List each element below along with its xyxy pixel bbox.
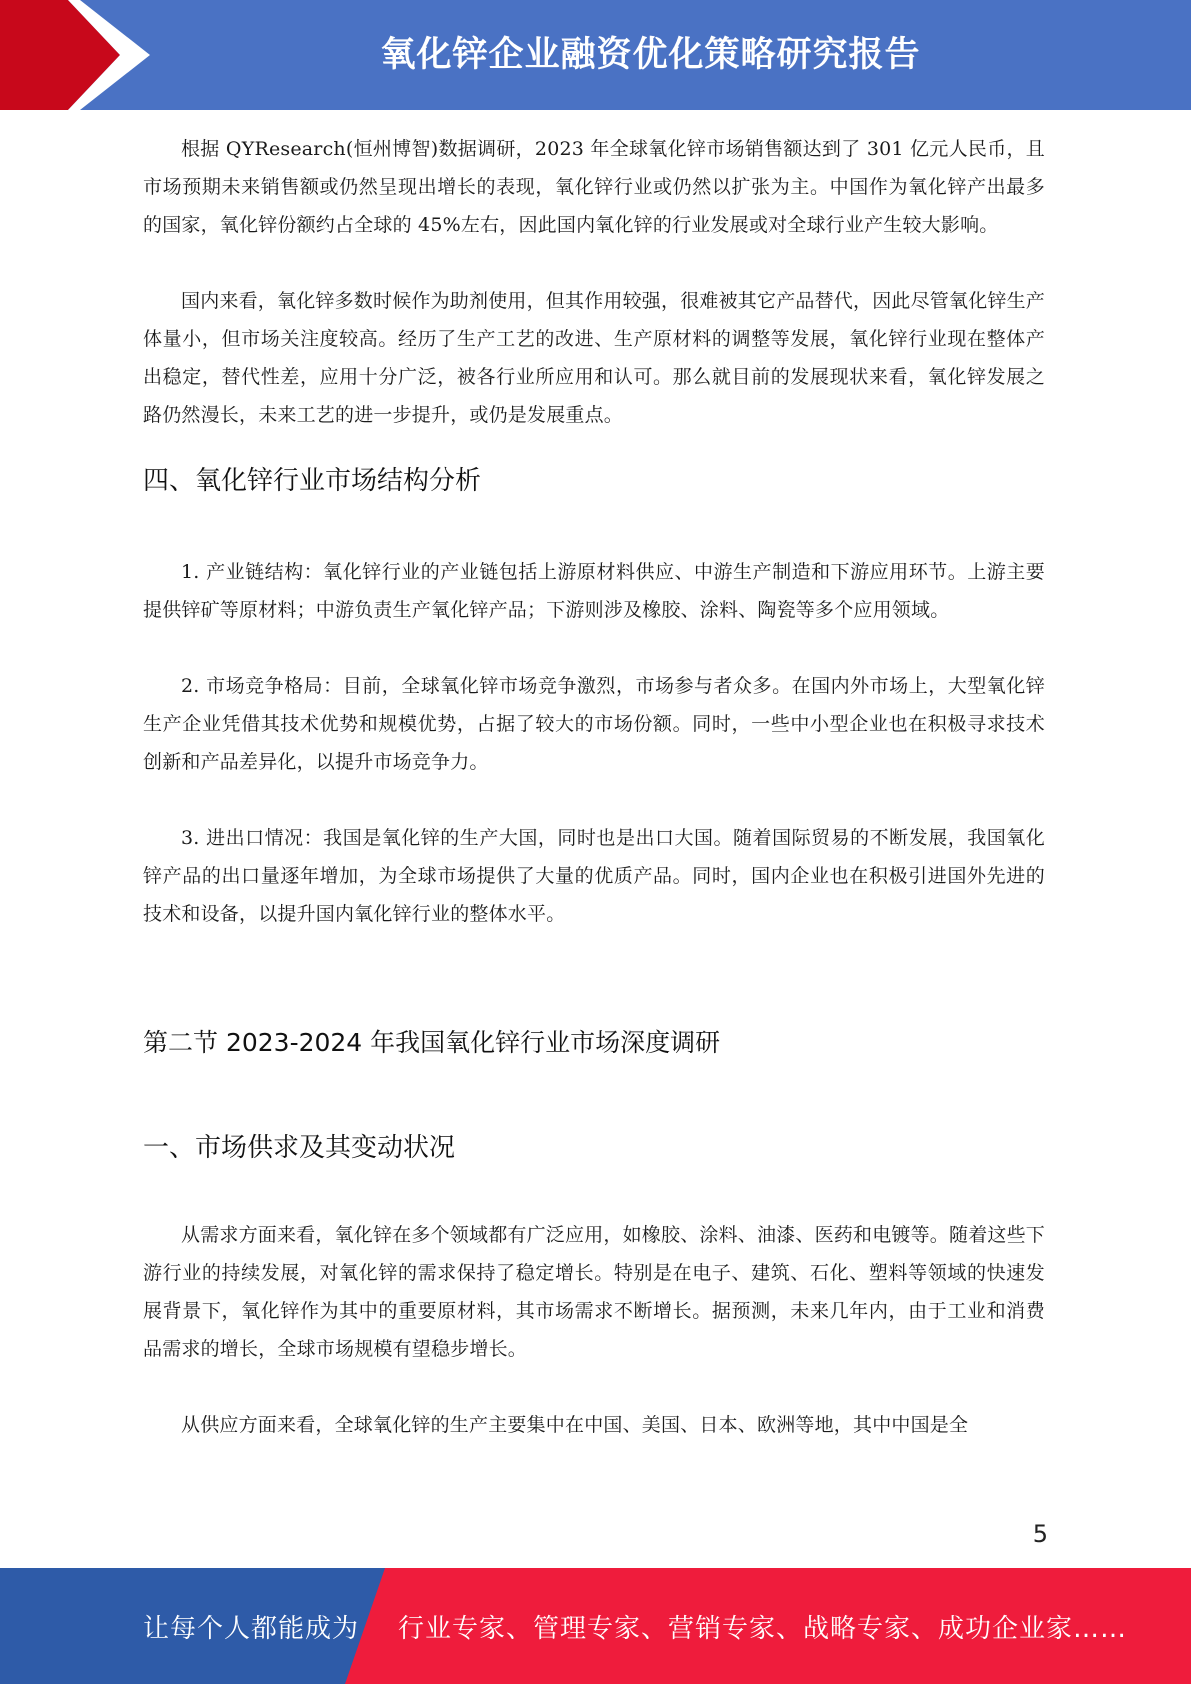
list-paragraph: 2. 市场竞争格局：目前，全球氧化锌市场竞争激烈，市场参与者众多。在国内外市场上，大型氧化锌生产企业凭借其技术优势和规模优势，占据了较大的市场份额。同时，一些中小型企业也在积极寻求技术创新和产品差异化，以提升市场竞争力。 [143,675,1045,773]
header-band [0,0,1191,110]
section-heading: 一、市场供求及其变动状况 [143,1133,456,1163]
chapter-heading: 第二节 2023-2024 年我国氧化锌行业市场深度调研 [143,1028,721,1057]
footer-slogan-left: 让每个人都能成为 [143,1613,360,1644]
document-title: 氧化锌企业融资优化策略研究报告 [380,35,921,75]
section-heading: 四、氧化锌行业市场结构分析 [143,466,482,496]
header-arrow-decoration [0,0,150,110]
list-paragraph: 3. 进出口情况：我国是氧化锌的生产大国，同时也是出口大国。随着国际贸易的不断发展，我国氧化锌产品的出口量逐年增加，为全球市场提供了大量的优质产品。同时，国内企业也在积极引进国外先进的技术和设备，以提升国内氧化锌行业的整体水平。 [143,827,1045,925]
paragraph: 国内来看，氧化锌多数时候作为助剂使用，但其作用较强，很难被其它产品替代，因此尽管氧化锌生产体量小，但市场关注度较高。经历了生产工艺的改进、生产原材料的调整等发展，氧化锌行业现在整体产出稳定，替代性差，应用十分广泛，被各行业所应用和认可。那么就目前的发展现状来看，氧化锌发展之路仍然漫长，未来工艺的进一步提升，或仍是发展重点。 [143,290,1046,426]
paragraph: 从需求方面来看，氧化锌在多个领域都有广泛应用，如橡胶、涂料、油漆、医药和电镀等。随着这些下游行业的持续发展，对氧化锌的需求保持了稳定增长。特别是在电子、建筑、石化、塑料等领域的快速发展背景下，氧化锌作为其中的重要原材料，其市场需求不断增长。据预测，未来几年内，由于工业和消费品需求的增长，全球市场规模有望稳步增长。 [143,1224,1046,1360]
document-body [143,130,1045,1444]
paragraph: 根据 QYResearch(恒州博智)数据调研，2023 年全球氧化锌市场销售额达到了 301 亿元人民币，且市场预期未来销售额或仍然呈现出增长的表现，氧化锌行业或仍然以扩张为主。中国作为氧化锌产出最多的国家，氧化锌份额约占全球的 45%左右，因此国内氧化锌的行业发展或对全球行业产生较大影响。 [143,138,1045,236]
paragraph: 从供应方面来看，全球氧化锌的生产主要集中在中国、美国、日本、欧洲等地，其中中国是全 [181,1414,969,1436]
page-number: 5 [1032,1520,1048,1548]
footer-band [0,1568,1191,1684]
list-paragraph: 1. 产业链结构：氧化锌行业的产业链包括上游原材料供应、中游生产制造和下游应用环节。上游主要提供锌矿等原材料；中游负责生产氧化锌产品；下游则涉及橡胶、涂料、陶瓷等多个应用领域。 [143,561,1045,621]
footer-slogan-right: 行业专家、管理专家、营销专家、战略专家、成功企业家…… [398,1613,1128,1644]
